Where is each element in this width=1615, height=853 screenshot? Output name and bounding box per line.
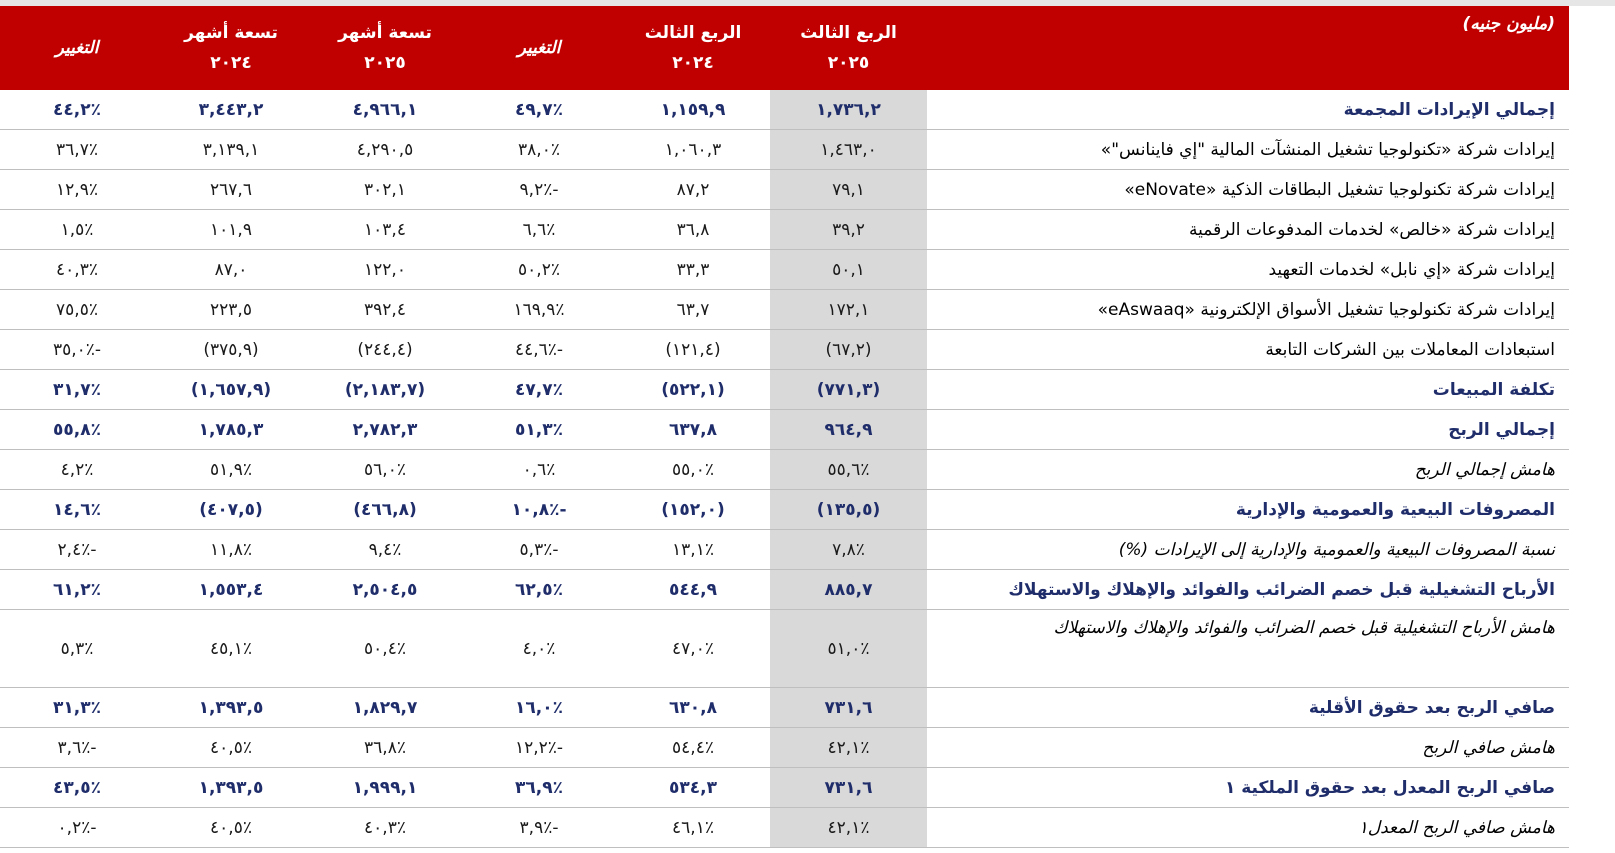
row-value: ١,٥٥٣,٤ (154, 570, 308, 610)
row-value: (١٥٢,٠) (616, 490, 770, 530)
row-value: (٤٠٧,٥) (154, 490, 308, 530)
row-value: ٦٣,٧ (616, 290, 770, 330)
row-value: ٪٤٧,٠ (616, 610, 770, 688)
row-label: الأرباح التشغيلية قبل خصم الضرائب والفوائد والإهلاك والاستهلاك (927, 570, 1569, 610)
row-value: ٣٣,٣ (616, 250, 770, 290)
row-value: ٪١٣,١ (616, 530, 770, 570)
row-value: ٪٣٦,٩ (462, 768, 616, 808)
row-value: (١٢١,٤) (616, 330, 770, 370)
col-header-change-q3: التغيير (462, 6, 616, 90)
row-value: ٪٤٣,٥ (0, 768, 154, 808)
table-row (0, 410, 1569, 450)
row-value: ٣٩,٢ (770, 210, 927, 250)
row-value: ٪٣١,٣ (0, 688, 154, 728)
col-header-q3-2024: الربع الثالث ٢٠٢٤ (616, 6, 770, 90)
table-row (0, 688, 1569, 728)
col-header-change-9m: التغيير (0, 6, 154, 90)
table-row (0, 728, 1569, 768)
row-value: ٪٥٠,٤ (308, 610, 462, 688)
row-value: (٣٧٥,٩) (154, 330, 308, 370)
row-value: ٢٦٧,٦ (154, 170, 308, 210)
row-value: ١,٧٨٥,٣ (154, 410, 308, 450)
row-value: ١٠٣,٤ (308, 210, 462, 250)
row-value: ٪٤٠,٣ (0, 250, 154, 290)
row-value: ٪١٦,٠ (462, 688, 616, 728)
col-header-9m-2025: تسعة أشهر ٢٠٢٥ (308, 6, 462, 90)
col-header-9m-2024: تسعة أشهر ٢٠٢٤ (154, 6, 308, 90)
row-value: -٪١٠,٨ (462, 490, 616, 530)
row-value: ٪٤٩,٧ (462, 90, 616, 130)
row-value: ١,٤٦٣,٠ (770, 130, 927, 170)
row-value: ٪٩,٤ (308, 530, 462, 570)
row-value: ٣,٤٤٣,٢ (154, 90, 308, 130)
row-value: -٪٠,٢ (0, 808, 154, 848)
table-row (0, 250, 1569, 290)
row-value: ٧٣١,٦ (770, 768, 927, 808)
row-value: ٧٩,١ (770, 170, 927, 210)
row-value: ٪٤٢,١ (770, 808, 927, 848)
row-value: (٢٤٤,٤) (308, 330, 462, 370)
row-value: ٣,١٣٩,١ (154, 130, 308, 170)
table-row (0, 130, 1569, 170)
row-value: ٪٤٠,٥ (154, 728, 308, 768)
row-value: ٪٥٠,٢ (462, 250, 616, 290)
row-value: ٪٣٦,٨ (308, 728, 462, 768)
row-value: ٪٤,٢ (0, 450, 154, 490)
row-label: صافي الربح بعد حقوق الأقلية (927, 688, 1569, 728)
row-value: ٦٣٧,٨ (616, 410, 770, 450)
table-row (0, 290, 1569, 330)
row-label: هامش صافي الربح المعدل١ (927, 808, 1569, 848)
row-value: ٪٤٦,١ (616, 808, 770, 848)
row-value: ٢٢٣,٥ (154, 290, 308, 330)
row-value: ٪٣٨,٠ (462, 130, 616, 170)
row-value: ١٠١,٩ (154, 210, 308, 250)
table-row (0, 330, 1569, 370)
row-label: هامش الأرباح التشغيلية قبل خصم الضرائب والفوائد والإهلاك والاستهلاك (927, 610, 1569, 688)
table-row (0, 370, 1569, 410)
row-label: إيرادات شركة «خالص» لخدمات المدفوعات الرقمية (927, 210, 1569, 250)
row-value: ٪٧,٨ (770, 530, 927, 570)
row-value: ٤,٢٩٠,٥ (308, 130, 462, 170)
table-row (0, 768, 1569, 808)
table-row (0, 530, 1569, 570)
row-value: ٪١١,٨ (154, 530, 308, 570)
row-value: ٪٦١,٢ (0, 570, 154, 610)
table-row (0, 210, 1569, 250)
row-value: ٢,٧٨٢,٣ (308, 410, 462, 450)
col-header-q3-2025: الربع الثالث ٢٠٢٥ (770, 6, 927, 90)
row-value: ١,٠٦٠,٣ (616, 130, 770, 170)
row-value: ٨٧,٠ (154, 250, 308, 290)
row-value: (١,٦٥٧,٩) (154, 370, 308, 410)
table-row (0, 170, 1569, 210)
row-value: ٪٤٢,١ (770, 728, 927, 768)
row-value: ١,٧٣٦,٢ (770, 90, 927, 130)
row-value: ٪٥٥,٦ (770, 450, 927, 490)
units-header: (مليون جنيه) (927, 6, 1569, 90)
row-label: المصروفات البيعية والعمومية والإدارية (927, 490, 1569, 530)
row-value: ٪٤٠,٣ (308, 808, 462, 848)
row-value: ٣٩٢,٤ (308, 290, 462, 330)
row-value: ٨٧,٢ (616, 170, 770, 210)
row-value: (٤٦٦,٨) (308, 490, 462, 530)
table-row (0, 490, 1569, 530)
header-row (0, 6, 1569, 90)
table-body (0, 90, 1569, 848)
row-value: -٪٣,٩ (462, 808, 616, 848)
row-value: -٪٢,٤ (0, 530, 154, 570)
row-label: إيرادات شركة تكنولوجيا تشغيل الأسواق الإلكترونية «eAswaaq» (927, 290, 1569, 330)
row-value: -٪١٢,٢ (462, 728, 616, 768)
row-value: ٪٤٠,٥ (154, 808, 308, 848)
row-value: ٥٠,١ (770, 250, 927, 290)
row-value: ٪٤٥,١ (154, 610, 308, 688)
row-value: ٪٥,٣ (0, 610, 154, 688)
row-label: صافي الربح المعدل بعد حقوق الملكية ١ (927, 768, 1569, 808)
row-value: ٪١٦٩,٩ (462, 290, 616, 330)
table-row (0, 610, 1569, 688)
row-value: ٢,٥٠٤,٥ (308, 570, 462, 610)
table-row (0, 808, 1569, 848)
row-value: ٩٦٤,٩ (770, 410, 927, 450)
row-label: إجمالي الإيرادات المجمعة (927, 90, 1569, 130)
row-value: ٣٠٢,١ (308, 170, 462, 210)
row-value: ٤,٩٦٦,١ (308, 90, 462, 130)
row-value: ٨٨٥,٧ (770, 570, 927, 610)
row-value: -٪٣,٦ (0, 728, 154, 768)
row-value: ٥٤٤,٩ (616, 570, 770, 610)
row-label: استبعادات المعاملات بين الشركات التابعة (927, 330, 1569, 370)
row-value: ٪٠,٦ (462, 450, 616, 490)
row-label: تكلفة المبيعات (927, 370, 1569, 410)
table-row (0, 450, 1569, 490)
row-value: ٣٦,٨ (616, 210, 770, 250)
row-value: ٪٧٥,٥ (0, 290, 154, 330)
row-value: ٪٥١,٣ (462, 410, 616, 450)
row-label: إيرادات شركة تكنولوجيا تشغيل البطاقات الذكية «eNovate» (927, 170, 1569, 210)
row-value: ١,٣٩٣,٥ (154, 768, 308, 808)
financial-table (0, 6, 1569, 848)
table-row (0, 90, 1569, 130)
row-value: ٪٣١,٧ (0, 370, 154, 410)
row-value: ٪٥٥,٨ (0, 410, 154, 450)
row-value: ٪١٤,٦ (0, 490, 154, 530)
row-value: ٪٣٦,٧ (0, 130, 154, 170)
row-value: ٪١,٥ (0, 210, 154, 250)
table-row (0, 570, 1569, 610)
row-value: ٪٤٤,٢ (0, 90, 154, 130)
row-label: إجمالي الربح (927, 410, 1569, 450)
row-value: (٥٢٢,١) (616, 370, 770, 410)
row-value: ٪٦,٦ (462, 210, 616, 250)
row-value: ٥٣٤,٣ (616, 768, 770, 808)
row-value: ١٧٢,١ (770, 290, 927, 330)
row-value: ٪٤٧,٧ (462, 370, 616, 410)
row-value: (٧٧١,٣) (770, 370, 927, 410)
row-value: ٧٣١,٦ (770, 688, 927, 728)
row-label: هامش إجمالي الربح (927, 450, 1569, 490)
row-label: نسبة المصروفات البيعية والعمومية والإدارية إلى الإيرادات (%) (927, 530, 1569, 570)
row-value: -٪٥,٣ (462, 530, 616, 570)
row-value: ١,٨٢٩,٧ (308, 688, 462, 728)
row-value: ١٢٢,٠ (308, 250, 462, 290)
row-value: (٢,١٨٣,٧) (308, 370, 462, 410)
row-value: ٪٥١,٩ (154, 450, 308, 490)
row-value: ٪٤,٠ (462, 610, 616, 688)
row-value: (٦٧,٢) (770, 330, 927, 370)
row-value: ٪٥٤,٤ (616, 728, 770, 768)
row-value: ١,١٥٩,٩ (616, 90, 770, 130)
row-value: -٪٤٤,٦ (462, 330, 616, 370)
row-value: (١٣٥,٥) (770, 490, 927, 530)
row-label: إيرادات شركة «إي نابل» لخدمات التعهيد (927, 250, 1569, 290)
row-value: ١,٩٩٩,١ (308, 768, 462, 808)
row-value: -٪٣٥,٠ (0, 330, 154, 370)
row-value: ٪٥٥,٠ (616, 450, 770, 490)
row-value: ٪٥٦,٠ (308, 450, 462, 490)
row-value: ٪٦٢,٥ (462, 570, 616, 610)
row-label: إيرادات شركة «تكنولوجيا تشغيل المنشآت المالية "إي فاينانس"» (927, 130, 1569, 170)
row-value: ١,٣٩٣,٥ (154, 688, 308, 728)
row-value: ٪١٢,٩ (0, 170, 154, 210)
row-value: -٪٩,٢ (462, 170, 616, 210)
row-value: ٪٥١,٠ (770, 610, 927, 688)
row-value: ٦٣٠,٨ (616, 688, 770, 728)
row-label: هامش صافي الربح (927, 728, 1569, 768)
